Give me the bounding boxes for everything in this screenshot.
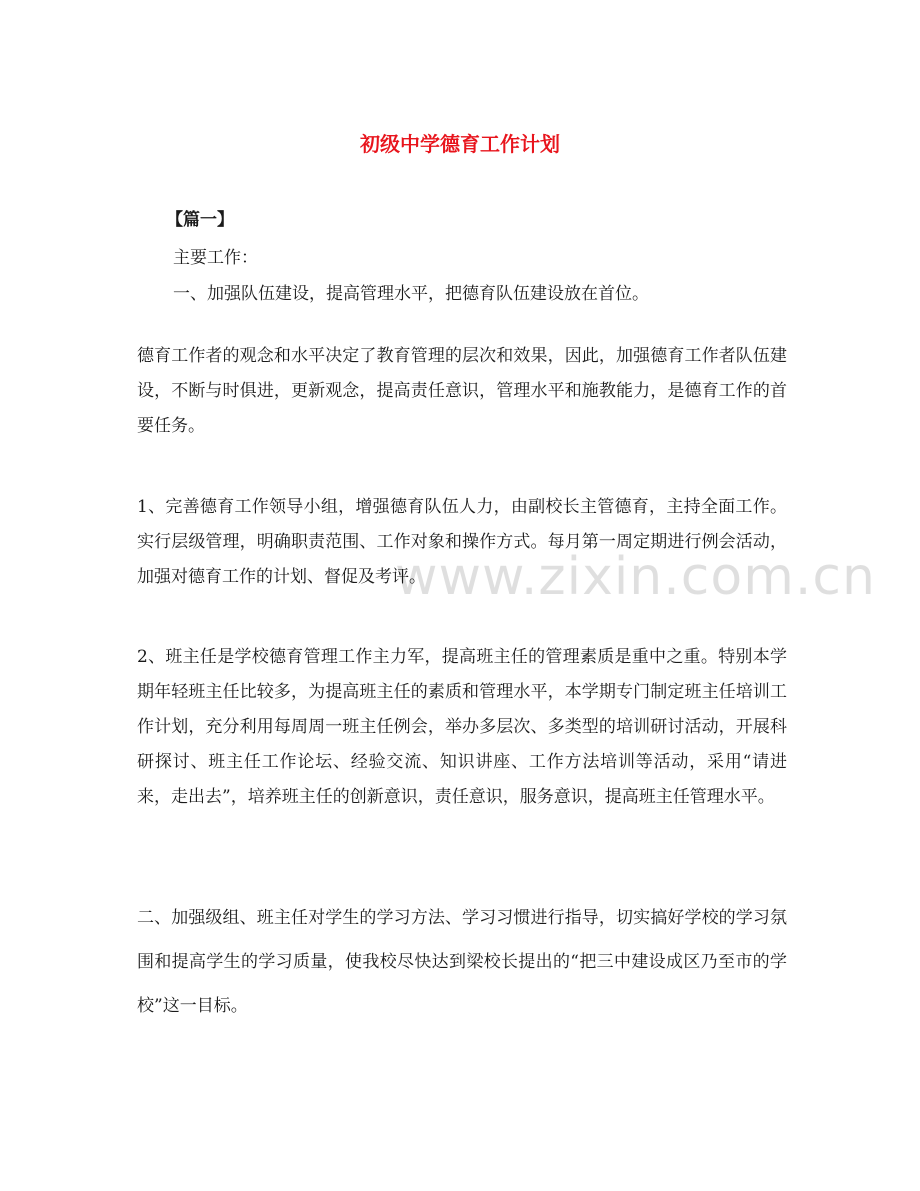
paragraph-1: 德育工作者的观念和水平决定了教育管理的层次和效果，因此，加强德育工作者队伍建设，不断与时俱进，更新观念，提高责任意识，管理水平和施教能力，是德育工作的首要任务。	[137, 346, 787, 436]
point-one: 一、加强队伍建设，提高管理水平，把德育队伍建设放在首位。	[173, 284, 649, 304]
paragraph-2: 1、完善德育工作领导小组，增强德育队伍人力，由副校长主管德育，主持全面工作。实行层级管理，明确职责范围、工作对象和操作方式。每月第一周定期进行例会活动，加强对德育工作的计划、督促及考评。	[137, 497, 787, 587]
paragraph-3: 2、班主任是学校德育管理工作主力军，提高班主任的管理素质是重中之重。特别本学期年轻班主任比较多，为提高班主任的素质和管理水平，本学期专门制定班主任培训工作计划，充分利用每周周一班主任例会，举办多层次、多类型的培训研讨活动，开展科研探讨、班主任工作论坛、经验交流、知识讲座、工作方法培训等活动，采用“请进来，走出去”，培养班主任的创新意识，责任意识，服务意识，提高班主任管理水平。	[137, 647, 787, 807]
subheading: 主要工作：	[173, 248, 258, 268]
document-title: 初级中学德育工作计划	[360, 132, 560, 156]
section-label: 【篇一】	[166, 210, 234, 230]
paragraph-4: 二、加强级组、班主任对学生的学习方法、学习习惯进行指导，切实搞好学校的学习氛围和提高学生的学习质量，使我校尽快达到梁校长提出的“把三中建设成区乃至市的学校”这一目标。	[137, 908, 787, 1016]
watermark-text: www.zixin.com.cn	[395, 547, 876, 607]
